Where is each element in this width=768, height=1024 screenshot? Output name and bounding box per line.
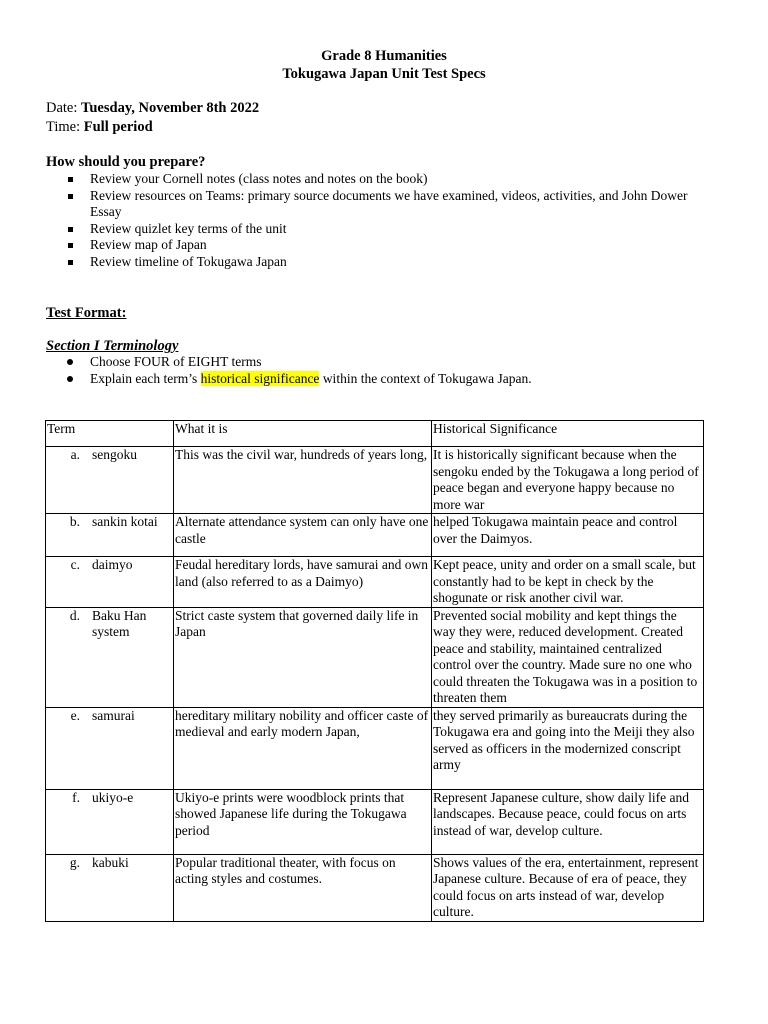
list-item	[46, 371, 706, 388]
doc-title-line2: Tokugawa Japan Unit Test Specs	[282, 66, 486, 82]
list-item: Review map of Japan	[46, 237, 706, 254]
section-instructions	[46, 354, 706, 387]
term-cell	[46, 707, 174, 789]
what-cell: Ukiyo-e prints were woodblock prints that showed Japanese life during the Tokugawa period	[174, 789, 432, 854]
time-label: Time:	[46, 119, 81, 135]
table-row	[46, 607, 704, 707]
term-letter: e.	[70, 707, 80, 723]
term-letter: a.	[70, 447, 80, 462]
list-item: Review quizlet key terms of the unit	[46, 221, 706, 238]
table-row	[46, 707, 704, 789]
section-title: Section I Terminology	[46, 338, 179, 354]
term-name: Baku Han system	[92, 607, 147, 639]
date-line	[46, 100, 259, 117]
term-name: ukiyo-e	[92, 789, 134, 805]
instruction-text: Explain each term’s	[90, 370, 201, 386]
term-cell	[46, 607, 174, 707]
term-name: sengoku	[92, 447, 137, 462]
significance-cell: Kept peace, unity and order on a small scale, but constantly had to be kept in check by the shogunate or risk another civil war.	[432, 557, 704, 608]
term-letter: b.	[69, 514, 80, 529]
table-row	[46, 557, 704, 608]
what-cell: Popular traditional theater, with focus on acting styles and costumes.	[174, 854, 432, 921]
term-name: daimyo	[92, 557, 133, 572]
doc-title-line1: Grade 8 Humanities	[321, 48, 447, 64]
significance-cell: Represent Japanese culture, show daily life and landscapes. Because peace, could focus on arts instead of war, develop culture.	[432, 789, 704, 854]
instruction-text: within the context of Tokugawa Japan.	[319, 370, 532, 386]
table-row	[46, 447, 704, 514]
prepare-heading: How should you prepare?	[46, 154, 206, 170]
significance-cell: It is historically significant because when the sengoku ended by the Tokugawa a long period of peace began and everyone happy because no more war	[432, 447, 704, 514]
prepare-list	[46, 171, 706, 270]
term-letter: c.	[70, 557, 80, 572]
header-cell-term: Term	[46, 421, 174, 447]
terms-table	[45, 420, 704, 922]
what-cell: Strict caste system that governed daily life in Japan	[174, 607, 432, 707]
term-letter: d.	[69, 607, 80, 623]
list-item: Review timeline of Tokugawa Japan	[46, 254, 706, 271]
term-letter: f.	[72, 789, 80, 805]
term-cell	[46, 557, 174, 608]
test-format-heading: Test Format:	[46, 305, 127, 321]
table-row	[46, 789, 704, 854]
highlighted-text: historical significance	[200, 370, 320, 386]
table-row	[46, 854, 704, 921]
list-item: Choose FOUR of EIGHT terms	[46, 354, 706, 371]
what-cell: Feudal hereditary lords, have samurai and own land (also referred to as a Daimyo)	[174, 557, 432, 608]
what-cell: Alternate attendance system can only have one castle	[174, 514, 432, 557]
header-cell-what: What it is	[174, 421, 432, 447]
date-value: Tuesday, November 8th 2022	[81, 100, 260, 116]
term-cell	[46, 854, 174, 921]
term-cell	[46, 447, 174, 514]
header-cell-significance: Historical Significance	[432, 421, 704, 447]
list-item: Review resources on Teams: primary source documents we have examined, videos, activities, and John Dower Essay	[46, 188, 706, 221]
time-line	[46, 119, 153, 136]
time-value: Full period	[83, 119, 153, 135]
significance-cell: helped Tokugawa maintain peace and control over the Daimyos.	[432, 514, 704, 557]
significance-cell: Shows values of the era, entertainment, represent Japanese culture. Because of era of peace, they could focus on arts instead of war, develop culture.	[432, 854, 704, 921]
term-cell	[46, 789, 174, 854]
table-row	[46, 514, 704, 557]
what-cell: hereditary military nobility and officer caste of medieval and early modern Japan,	[174, 707, 432, 789]
list-item: Review your Cornell notes (class notes and notes on the book)	[46, 171, 706, 188]
what-cell: This was the civil war, hundreds of years long,	[174, 447, 432, 514]
term-name: kabuki	[92, 854, 129, 870]
term-letter: g.	[69, 854, 80, 870]
term-name: samurai	[92, 707, 135, 723]
significance-cell: they served primarily as bureaucrats during the Tokugawa era and going into the Meiji they also served as officers in the modernized conscript army	[432, 707, 704, 789]
date-label: Date:	[46, 100, 78, 116]
table-header-row	[46, 421, 704, 447]
significance-cell: Prevented social mobility and kept things the way they were, reduced development. Created peace and stability, maintained centralized control over the country. Made sure no one who could threaten the Tokugawa was in a position to threaten them	[432, 607, 704, 707]
term-name: sankin kotai	[92, 514, 158, 529]
term-cell	[46, 514, 174, 557]
